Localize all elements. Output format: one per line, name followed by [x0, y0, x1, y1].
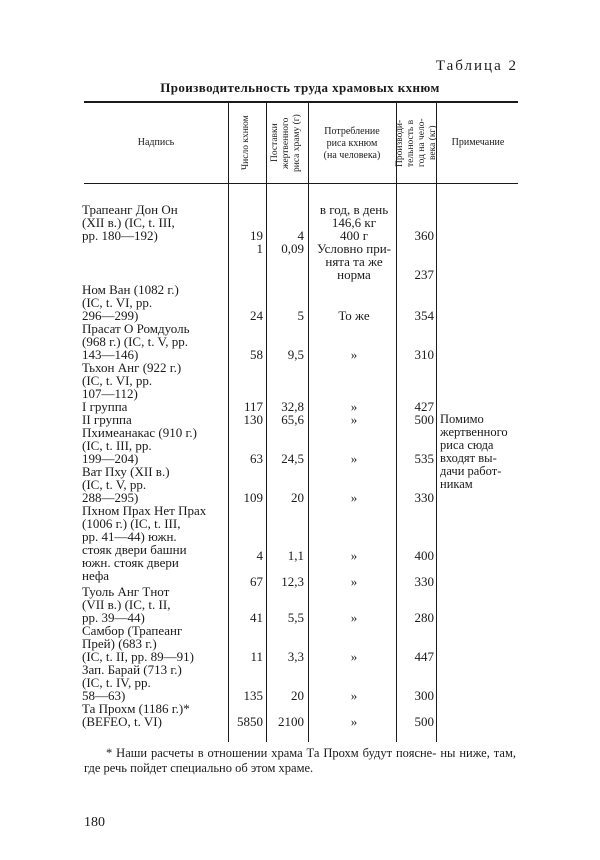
count-cell: 5850: [237, 714, 263, 729]
consumption-cell: »: [350, 714, 358, 729]
productivity-cell: 360 237: [414, 228, 434, 282]
supply-cell: 24,5: [281, 451, 304, 466]
count-cell: 109: [243, 490, 263, 505]
productivity-cell: 400 330: [414, 548, 434, 589]
consumption-cell: »: [350, 347, 358, 362]
productivity-cell: 310: [414, 347, 434, 362]
inscription-cell: Ват Пху (XII в.) (IC, t. V, pp. 288—295): [82, 464, 170, 505]
productivity-cell: 427 500: [414, 399, 434, 427]
supply-cell: 9,5: [287, 347, 304, 362]
column-divider-3: [308, 102, 309, 742]
productivity-cell: 330: [414, 490, 434, 505]
consumption-cell: »: [350, 649, 358, 664]
inscription-cell: Трапеанг Дон Он (XII в.) (IC, t. III, pp. 180—192): [82, 202, 178, 243]
header-supply: Поставки жертвенного риса храму (г): [270, 114, 302, 172]
productivity-cell: 500: [414, 714, 434, 729]
inscription-cell: Прасат О Ромдуоль (968 г.) (IC, t. V, pp. 143—146): [82, 321, 190, 362]
consumption-cell: »: [350, 490, 358, 505]
inscription-cell: Тьхон Анг (922 г.) (IC, t. VI, pp. 107—112) I группа II группа: [82, 360, 182, 427]
count-cell: 63: [250, 451, 263, 466]
supply-cell: 5: [297, 308, 304, 323]
count-cell: 41: [250, 610, 263, 625]
count-cell: 58: [250, 347, 263, 362]
count-cell: 117 130: [243, 399, 263, 427]
count-cell: 135: [243, 688, 263, 703]
header-bottom-rule: [84, 183, 518, 184]
productivity-cell: 280: [414, 610, 434, 625]
consumption-cell: » »: [350, 548, 358, 589]
supply-cell: 20: [291, 688, 304, 703]
inscription-cell: Пхимеанакас (910 г.) (IC, t. III, pp. 199—204): [82, 425, 197, 466]
inscription-cell: Пхном Прах Нет Прах (1006 г.) (IC, t. III, pp. 41—44) южн. стояк двери башни южн. стояк двери нефа: [82, 503, 207, 583]
inscription-cell: Самбор (Трапеанг Прей) (683 г.) (IC, t. II, pp. 89—91): [82, 623, 194, 664]
inscription-cell: Туоль Анг Тнот (VII в.) (IC, t. II, pp. 39—44): [82, 584, 171, 625]
table-caption: Производительность труда храмовых кхнюм: [160, 80, 440, 95]
supply-cell: 2100: [278, 714, 304, 729]
supply-cell: 20: [291, 490, 304, 505]
supply-cell: 32,8 65,6: [281, 399, 304, 427]
productivity-cell: 535: [414, 451, 434, 466]
consumption-cell: »: [350, 451, 358, 466]
footnote: [84, 746, 516, 776]
header-consumption: Потребление риса кхнюм (на человека): [323, 126, 381, 161]
consumption-cell: в год, в день 146,6 кг 400 г Условно при- нята та же норма: [317, 202, 391, 282]
footnote-text: * Наши расчеты в отношении храма Та Прохм будут поясне- ны ниже, там, где речь пойдет специально об этом храме.: [84, 746, 516, 775]
page-number: 180: [84, 815, 105, 830]
inscription-cell: Та Прохм (1186 г.)* (BEFEO, t. VI): [82, 701, 190, 729]
column-divider-5: [436, 102, 437, 742]
count-cell: 19 1: [250, 228, 263, 256]
consumption-cell: То же: [338, 308, 370, 323]
consumption-cell: »: [350, 610, 358, 625]
count-cell: 24: [250, 308, 263, 323]
supply-cell: 1,1 12,3: [281, 548, 304, 589]
inscription-cell: Зап. Барай (713 г.) (IC, t. IV, pp. 58—63): [82, 662, 182, 703]
header-count: Число кхнюм: [241, 115, 251, 171]
consumption-cell: » »: [350, 399, 358, 427]
count-cell: 4 67: [250, 548, 263, 589]
productivity-cell: 300: [414, 688, 434, 703]
productivity-cell: 447: [414, 649, 434, 664]
header-productivity: Производи- тельность в год на чело- века (кг): [395, 118, 438, 168]
consumption-cell: »: [350, 688, 358, 703]
count-cell: 11: [250, 649, 263, 664]
productivity-cell: 354: [414, 308, 434, 323]
inscription-cell: Ном Ван (1082 г.) (IC, t. VI, pp. 296—299): [82, 282, 179, 323]
note-cell: Помимо жертвенного риса сюда входят вы- дачи работ- никам: [440, 412, 508, 491]
supply-cell: 3,3: [287, 649, 304, 664]
supply-cell: 5,5: [287, 610, 304, 625]
table-number: Таблица 2: [435, 58, 518, 74]
header-inscription: Надпись: [137, 137, 175, 148]
table-top-rule: [84, 101, 518, 103]
supply-cell: 4 0,09: [281, 228, 304, 256]
header-note: Примечание: [451, 137, 505, 148]
